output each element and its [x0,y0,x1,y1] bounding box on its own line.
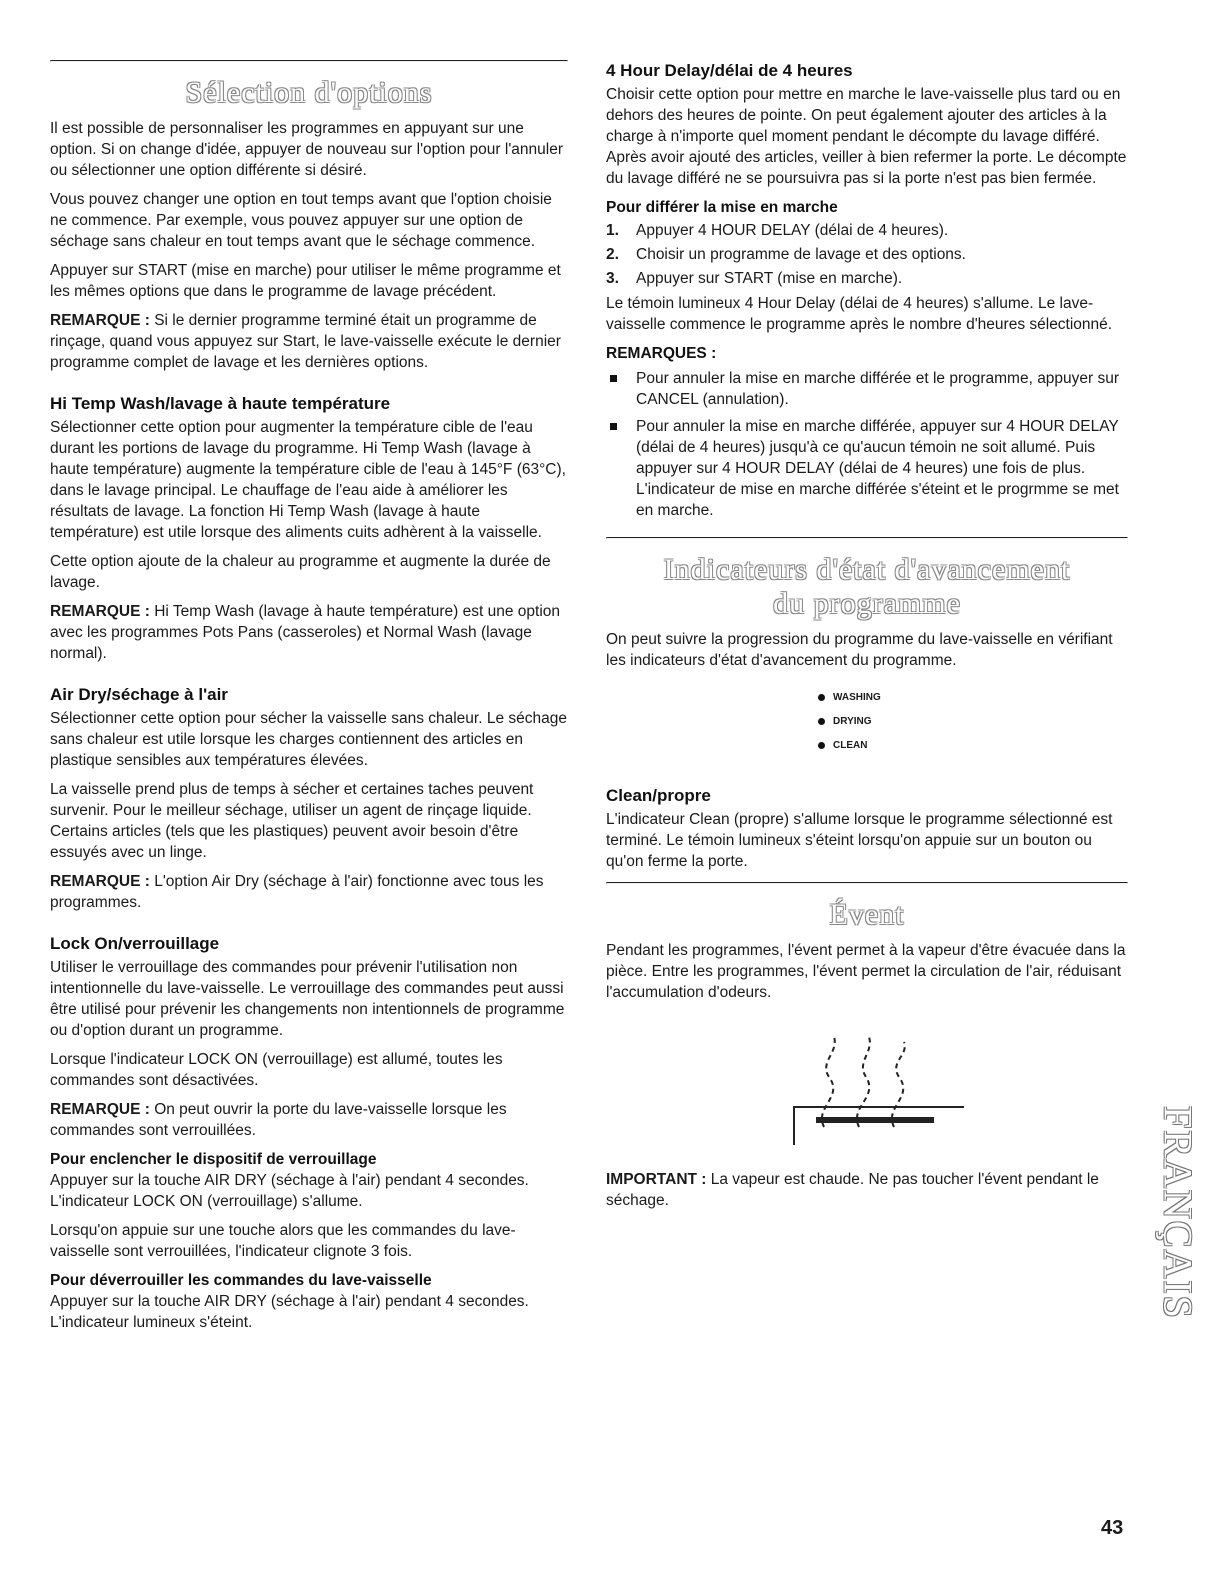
hitemp-heading: Hi Temp Wash/lavage à haute température [50,394,391,413]
lock-note [50,1099,568,1141]
indicator-washing [818,685,1128,709]
note-text: L'option Air Dry (séchage à l'air) fonctionne avec tous les programmes. [50,873,544,911]
step-number: 2. [606,246,619,263]
square-bullet-icon [610,375,617,382]
status-indicators [818,685,1128,757]
list-item [606,368,1128,410]
indicator-label: WASHING [833,691,881,703]
page-number: 43 [1101,1517,1124,1539]
clean-heading: Clean/propre [606,786,711,805]
delay-sub-heading: Pour différer la mise en marche [606,199,838,216]
right-column [606,60,1128,1219]
note-text: Si le dernier programme terminé était un programme de rinçage, quand vous appuyez sur Start, le lave-vaisselle exécute le dernier programme complet de lavage et les dernières options. [50,312,561,371]
important-note [606,1169,1128,1211]
note-text: On peut ouvrir la porte du lave-vaisselle lorsque les commandes sont verrouillées. [50,1101,507,1139]
step-number: 3. [606,270,619,287]
delay-paragraph: Choisir cette option pour mettre en marche le lave-vaisselle plus tard ou en dehors des heures de pointe. On peut également ajouter des articles à la charge à n'importe quel moment pendant le décompte du lavage différé. Après avoir ajouté des articles, veiller à bien refermer la porte. Le décompte du lavage différé ne se poursuivra pas si la porte n'est pas bien fermée. [606,86,1127,187]
vent-paragraph: Pendant les programmes, l'évent permet à la vapeur d'être évacuée dans la pièce. Entre les programmes, l'évent permet la circulation de l'air, réduisant l'accumulation d'odeurs. [606,942,1126,1001]
lock-enable-heading: Pour enclencher le dispositif de verrouillage [50,1151,377,1168]
intro-paragraph: Vous pouvez changer une option en tout temps avant que l'option choisie ne commence. Par exemple, vous pouvez appuyer sur une option de séchage sans chaleur en tout temps avant que le séchage commence. [50,191,552,250]
indicator-clean [818,733,1128,757]
delay-steps [606,220,1128,289]
clean-paragraph: L'indicateur Clean (propre) s'allume lorsque le programme sélectionné est terminé. Le témoin lumineux s'éteint lorsqu'on appuie sur un bouton ou qu'on ferme la porte. [606,811,1113,870]
lock-paragraph: Lorsque l'indicateur LOCK ON (verrouillage) est allumé, toutes les commandes sont désactivées. [50,1051,503,1089]
step-text: Appuyer sur START (mise en marche). [636,270,903,287]
status-section-title-line1: Indicateurs d'état d'avancement [663,553,1071,586]
status-section-title-line2: du programme [773,587,961,620]
lock-disable-heading: Pour déverrouiller les commandes du lave-vaisselle [50,1272,432,1289]
step-item [606,244,1128,265]
important-label: IMPORTANT : [606,1171,707,1188]
airdry-note [50,871,568,913]
indicator-light-icon [818,694,825,701]
note-text: Hi Temp Wash (lavage à haute température) est une option avec les programmes Pots Pans (casseroles) et Normal Wash (lavage normal). [50,603,561,662]
intro-paragraph: Appuyer sur START (mise en marche) pour utiliser le même programme et les mêmes options que dans le programme de lavage précédent. [50,262,561,300]
lock-heading: Lock On/verrouillage [50,934,220,953]
important-text: La vapeur est chaude. Ne pas toucher l'évent pendant le séchage. [606,1171,1099,1209]
section-divider [606,882,1128,884]
intro-paragraph: Il est possible de personnaliser les programmes en appuyant sur une option. Si on change d'idée, appuyer de nouveau sur l'option pour l'annuler ou sélectionner une option différente si désiré. [50,120,563,179]
note-label: REMARQUE : [50,603,150,620]
note-label: REMARQUE : [50,312,150,329]
note-label: REMARQUE : [50,1101,150,1118]
step-item [606,268,1128,289]
indicator-light-icon [818,742,825,749]
square-bullet-icon [610,423,617,430]
section-divider [50,60,568,62]
note-label: REMARQUE : [50,873,150,890]
left-column [50,60,568,1341]
airdry-paragraph: La vaisselle prend plus de temps à sécher et certaines taches peuvent survenir. Pour le meilleur séchage, utiliser un agent de rinçage liquide. Certains articles (tels que les plastiques) peuvent avoir besoin d'être essuyés avec un linge. [50,781,534,861]
delay-notes-list [606,368,1128,521]
step-item [606,220,1128,241]
options-section-title: Sélection d'options [185,76,433,109]
list-item-text: Pour annuler la mise en marche différée, appuyer sur 4 HOUR DELAY (délai de 4 heures) jusqu'à ce qu'aucun témoin ne soit allumé. Puis appuyer sur 4 HOUR DELAY (délai de 4 heures) une fois de plus. L'indicateur de mise en marche différée s'éteint et le progrmme se met en marche. [636,418,1119,519]
indicator-light-icon [818,718,825,725]
lock-paragraph: Utiliser le verrouillage des commandes pour prévenir l'utilisation non intentionnelle du lave-vaisselle. Le verrouillage des commandes peut aussi être utilisé pour prévenir les changements non intentionnels de programme ou d'option durant un programme. [50,959,565,1039]
indicator-label: CLEAN [833,739,868,751]
lock-enable-paragraph: Lorsqu'on appuie sur une touche alors que les commandes du lave-vaisselle sont verrouillées, l'indicateur clignote 3 fois. [50,1222,516,1260]
language-side-tab [1155,1085,1201,1340]
indicator-label: DRYING [833,715,872,727]
steam-vent-illustration [774,1017,974,1147]
delay-notes-heading: REMARQUES : [606,345,717,362]
step-number: 1. [606,222,619,239]
list-item [606,416,1128,521]
hitemp-paragraph: Cette option ajoute de la chaleur au programme et augmente la durée de lavage. [50,553,551,591]
status-paragraph: On peut suivre la progression du programme du lave-vaisselle en vérifiant les indicateurs d'état d'avancement du programme. [606,631,1113,669]
lock-enable-paragraph: Appuyer sur la touche AIR DRY (séchage à l'air) pendant 4 secondes. L'indicateur LOCK ON (verrouillage) s'allume. [50,1172,529,1210]
language-label: FRANÇAIS [1155,1105,1201,1320]
airdry-paragraph: Sélectionner cette option pour sécher la vaisselle sans chaleur. Le séchage sans chaleur est utile lorsque les charges contiennent des articles en plastique sensibles aux températures élevées. [50,710,567,769]
delay-heading: 4 Hour Delay/délai de 4 heures [606,61,853,80]
section-divider [606,537,1128,539]
step-text: Choisir un programme de lavage et des options. [636,246,966,263]
hitemp-note [50,601,568,664]
delay-paragraph: Le témoin lumineux 4 Hour Delay (délai de 4 heures) s'allume. Le lave-vaisselle commence le programme après le nombre d'heures sélectionné. [606,295,1113,333]
list-item-text: Pour annuler la mise en marche différée et le programme, appuyer sur CANCEL (annulation). [636,370,1120,408]
lock-disable-paragraph: Appuyer sur la touche AIR DRY (séchage à l'air) pendant 4 secondes. L'indicateur lumineux s'éteint. [50,1293,529,1331]
intro-note [50,310,568,373]
airdry-heading: Air Dry/séchage à l'air [50,685,228,704]
hitemp-paragraph: Sélectionner cette option pour augmenter la température cible de l'eau durant les portions de lavage du programme. Hi Temp Wash (lavage à haute température) augmente la température cible de l'eau à 145°F (63°C), dans le lavage principal. Le chauffage de l'eau aide à améliorer les résultats de lavage. La fonction Hi Temp Wash (lavage à haute température) est utile lorsque des aliments cuits adhèrent à la vaisselle. [50,419,566,541]
indicator-drying [818,709,1128,733]
step-text: Appuyer 4 HOUR DELAY (délai de 4 heures). [636,222,949,239]
vent-section-title: Évent [829,898,905,931]
